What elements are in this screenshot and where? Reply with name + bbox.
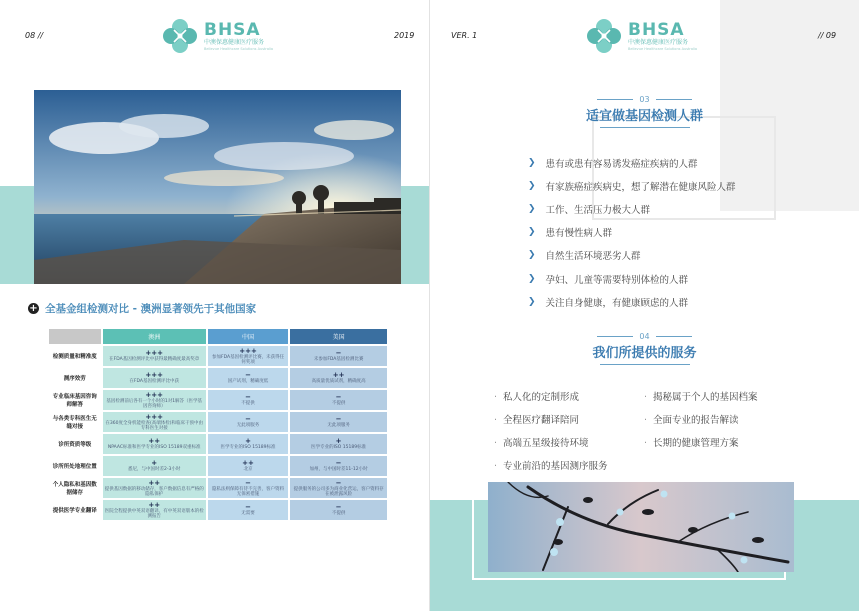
table-row <box>49 390 387 410</box>
table-cell <box>290 368 387 388</box>
beach-photo <box>34 90 401 284</box>
table-cell <box>103 478 206 498</box>
rating-symbol: − <box>335 415 342 424</box>
table-cell <box>103 434 206 454</box>
service-item: · 全程医疗翻译陪同 <box>494 415 580 426</box>
table-cell <box>208 368 288 388</box>
service-item: · 全面专业的报告解读 <box>644 415 739 426</box>
service-item: · 专业前沿的基因测序服务 <box>494 461 608 472</box>
chevron-right-icon: ❯ <box>528 296 536 307</box>
section3-heading <box>430 95 859 128</box>
cell-desc: 未参加FDA基因检测比赛 <box>313 357 364 363</box>
row-label: 诊所资质等级 <box>49 434 101 454</box>
section4-number: 04 <box>639 332 650 341</box>
cell-desc: 在FDA基因检测评比中获 <box>129 379 179 385</box>
rating-symbol: ++ <box>148 437 161 446</box>
cell-desc: 国产试剂，精确度低 <box>227 379 269 385</box>
logo-name: BHSA <box>628 19 685 40</box>
rating-symbol: +++ <box>145 371 163 380</box>
list-item <box>528 151 736 174</box>
clover-logo-icon <box>586 18 622 54</box>
table-cell <box>208 456 288 476</box>
target-group-list <box>528 151 736 313</box>
logo-en: Bellevue Healthcare Solutions Australia <box>204 46 274 51</box>
right-page <box>430 0 859 611</box>
rating-symbol: − <box>245 503 251 512</box>
cell-desc: 不提供 <box>241 401 255 407</box>
service-text: 全面专业的报告解读 <box>653 415 739 426</box>
table-header: 中国 <box>208 329 288 344</box>
cell-desc: 隐私法则保障有待不完善，客户资料无保密措施 <box>212 486 285 497</box>
section3-number: 03 <box>639 95 650 104</box>
list-item-text: 自然生活环境恶劣人群 <box>545 251 641 263</box>
rating-symbol: − <box>245 393 251 402</box>
list-item <box>528 174 736 197</box>
cell-desc: 基因检测前后各有一个小时的1对1解答（医学基因咨询师） <box>106 398 203 409</box>
cell-desc: 提供基因数据的移动储存，客户数据信息有严格的隐私保护 <box>104 486 204 497</box>
table-cell <box>103 390 206 410</box>
logo-name: BHSA <box>204 19 261 40</box>
cell-desc: 悉尼，与中国时差2-3小时 <box>128 467 181 473</box>
service-text: 全程医疗翻译陪同 <box>503 415 580 426</box>
bhsa-logo <box>162 18 273 54</box>
list-item-text: 患有慢性病人群 <box>545 228 613 240</box>
logo-cn: 中澳保惠健康医疗服务 <box>204 38 265 46</box>
service-item: · 揭秘属于个人的基因档案 <box>644 392 758 403</box>
rating-symbol: − <box>245 371 251 380</box>
table-cell <box>208 412 288 432</box>
page-folio-right: // 09 <box>818 31 837 40</box>
table-header <box>49 329 101 344</box>
logo-cn: 中澳保惠健康医疗服务 <box>628 38 689 46</box>
rating-symbol: ++ <box>242 459 254 468</box>
cell-desc: 在FDA基因检测评比中获得最精确度最高奖章 <box>109 357 200 363</box>
row-label: 专业临床基因咨询师解答 <box>49 390 101 410</box>
table-cell <box>103 456 206 476</box>
table-header-row <box>49 329 387 344</box>
service-text: 私人化的定制形成 <box>503 392 580 403</box>
year-label: 2019 <box>394 31 415 40</box>
cell-desc: 无此项服务 <box>327 423 350 429</box>
cell-desc: 参加FDA基因检测评比赛，未获得任何奖项 <box>212 354 285 365</box>
service-text: 揭秘属于个人的基因档案 <box>653 392 758 403</box>
row-label: 提供医学专业翻译 <box>49 500 101 520</box>
logo-en: Bellevue Healthcare Solutions Australia <box>628 46 698 51</box>
table-cell <box>103 412 206 432</box>
chevron-right-icon: ❯ <box>528 203 536 214</box>
page-folio-left: 08 // <box>25 31 44 40</box>
comparison-table <box>47 327 389 522</box>
service-text: 长期的健康管理方案 <box>653 438 739 449</box>
table-cell <box>208 346 288 366</box>
cell-desc: 无此项服务 <box>236 423 260 429</box>
rating-symbol: − <box>245 415 251 424</box>
rating-symbol: + <box>335 437 342 446</box>
list-item-text: 关注自身健康，有健康顾虑的人群 <box>545 297 689 309</box>
rating-symbol: − <box>335 393 342 402</box>
table-cell <box>290 434 387 454</box>
table-cell <box>208 500 288 520</box>
table-cell <box>103 346 206 366</box>
version-label: VER. 1 <box>451 31 478 40</box>
section-title-compare <box>28 301 256 316</box>
rating-symbol: − <box>335 349 342 358</box>
service-item: · 长期的健康管理方案 <box>644 438 739 449</box>
cell-desc: 加州，与中国时差11-12小时 <box>309 467 368 473</box>
cell-desc: 在360度全身机能检查(高端体检)和临床干预中由专科医生对接 <box>105 420 203 431</box>
rating-symbol: − <box>245 478 251 487</box>
section-title-text: 全基金组检测对比 - 澳洲显著领先于其他国家 <box>45 303 257 315</box>
rating-symbol: ++ <box>148 478 161 487</box>
table-cell <box>103 368 206 388</box>
cell-desc: 医院全程提供中英双语翻译，有中英双语版本的检测报告 <box>104 508 204 519</box>
cell-desc: 医学专业的ISO 15189标准 <box>311 445 367 451</box>
list-item-text: 孕妇、儿童等需要特别体检的人群 <box>545 274 689 286</box>
list-item <box>528 221 736 244</box>
table-cell <box>290 500 387 520</box>
rating-symbol: +++ <box>239 346 257 355</box>
service-text: 专业前沿的基因测序服务 <box>503 461 608 472</box>
cell-desc: 不提供 <box>331 401 346 407</box>
list-item-text: 有家族癌症疾病史，想了解潜在健康风险人群 <box>545 181 736 193</box>
chevron-right-icon: ❯ <box>528 180 536 191</box>
list-item <box>528 290 736 313</box>
table-cell <box>208 478 288 498</box>
cell-desc: 医学专业的ISO 15189标准 <box>220 445 276 451</box>
rating-symbol: ++ <box>332 371 345 380</box>
table-cell <box>208 390 288 410</box>
rating-symbol: + <box>245 437 251 446</box>
service-text: 高端五星级接待环境 <box>503 438 589 449</box>
list-item-text: 工作、生活压力极大人群 <box>545 204 651 216</box>
row-label: 测序效劳 <box>49 368 101 388</box>
row-label: 与各类专科医生无缝对接 <box>49 412 101 432</box>
list-item <box>528 197 736 220</box>
cell-desc: NPAAC标准和医学专业的ISO 15189双重标准 <box>107 445 201 451</box>
table-cell <box>103 500 206 520</box>
rating-symbol: ++ <box>148 500 161 509</box>
table-row <box>49 478 387 498</box>
table-cell <box>290 346 387 366</box>
chevron-right-icon: ❯ <box>528 273 536 284</box>
cell-desc: 高质量优质试剂，精确度高 <box>311 379 366 385</box>
rating-symbol: − <box>335 459 342 468</box>
chevron-right-icon: ❯ <box>528 227 536 238</box>
chevron-right-icon: ❯ <box>528 157 536 168</box>
list-item <box>528 267 736 290</box>
table-header: 美国 <box>290 329 387 344</box>
service-item: · 私人化的定制形成 <box>494 392 580 403</box>
table-row <box>49 500 387 520</box>
rating-symbol: + <box>151 459 158 468</box>
rating-symbol: +++ <box>145 349 163 358</box>
section4-title: 我们所提供的服务 <box>592 346 697 361</box>
table-cell <box>290 412 387 432</box>
blossom-photo <box>488 482 794 572</box>
list-item <box>528 244 736 267</box>
section3-title: 适宜做基因检测人群 <box>585 109 703 124</box>
table-cell <box>290 456 387 476</box>
row-label: 个人隐私和基因数据储存 <box>49 478 101 498</box>
row-label: 诊所所处地理位置 <box>49 456 101 476</box>
cell-desc: 无需要 <box>241 511 255 517</box>
table-row <box>49 456 387 476</box>
rating-symbol: − <box>335 503 342 512</box>
table-row <box>49 368 387 388</box>
table-cell <box>290 478 387 498</box>
bhsa-logo-right <box>586 18 697 54</box>
rating-symbol: +++ <box>145 390 163 399</box>
table-row <box>49 412 387 432</box>
cell-desc: 北京 <box>243 467 253 473</box>
rating-symbol: +++ <box>145 412 163 421</box>
section4-heading <box>430 332 859 365</box>
row-label: 检测质量和精准度 <box>49 346 101 366</box>
chevron-right-icon: ❯ <box>528 250 536 261</box>
rating-symbol: − <box>335 478 342 487</box>
service-item: · 高端五星级接待环境 <box>494 438 589 449</box>
table-cell <box>290 390 387 410</box>
cell-desc: 提供服务的公司多为商业化营运，客户资料存在被泄露风险 <box>293 486 384 497</box>
table-row <box>49 434 387 454</box>
list-item-text: 患有或患有容易诱发癌症疾病的人群 <box>545 158 698 170</box>
table-header: 澳洲 <box>103 329 206 344</box>
table-row <box>49 346 387 366</box>
table-cell <box>208 434 288 454</box>
cell-desc: 不提供 <box>331 511 346 517</box>
clover-logo-icon <box>162 18 198 54</box>
plus-icon: + <box>29 303 38 314</box>
